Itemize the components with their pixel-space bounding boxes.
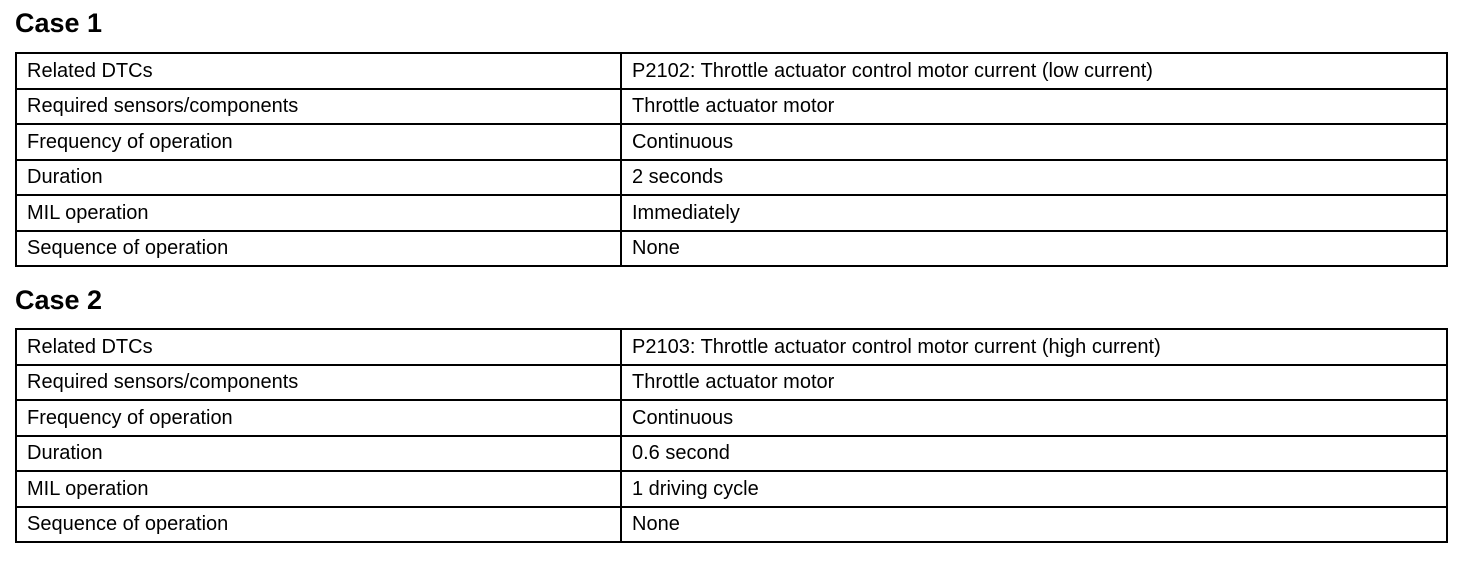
table-row [16,124,1447,160]
table-row [16,507,1447,543]
row-label: Duration [16,160,621,196]
table-row [16,329,1447,365]
case-1-table [15,52,1448,267]
row-value: P2102: Throttle actuator control motor current (low current) [621,53,1447,89]
row-label: Sequence of operation [16,231,621,267]
row-value: 1 driving cycle [621,471,1447,507]
row-label: Frequency of operation [16,400,621,436]
table-row [16,400,1447,436]
case-2-table [15,328,1448,543]
row-label: Related DTCs [16,53,621,89]
table-row [16,53,1447,89]
row-label: Required sensors/components [16,365,621,401]
table-row [16,471,1447,507]
row-value: Immediately [621,195,1447,231]
row-label: Related DTCs [16,329,621,365]
row-value: P2103: Throttle actuator control motor current (high current) [621,329,1447,365]
row-value: Throttle actuator motor [621,89,1447,125]
row-label: MIL operation [16,471,621,507]
row-value: Throttle actuator motor [621,365,1447,401]
table-row [16,89,1447,125]
row-label: Duration [16,436,621,472]
row-label: Sequence of operation [16,507,621,543]
row-label: Required sensors/components [16,89,621,125]
case-2-heading: Case 2 [15,285,103,315]
row-value: 0.6 second [621,436,1447,472]
table-row [16,160,1447,196]
case-1-heading: Case 1 [15,8,103,38]
row-value: Continuous [621,124,1447,160]
table-row [16,365,1447,401]
table-row [16,436,1447,472]
row-label: MIL operation [16,195,621,231]
row-value: None [621,231,1447,267]
row-value: 2 seconds [621,160,1447,196]
row-value: None [621,507,1447,543]
table-row [16,231,1447,267]
row-value: Continuous [621,400,1447,436]
row-label: Frequency of operation [16,124,621,160]
table-row [16,195,1447,231]
